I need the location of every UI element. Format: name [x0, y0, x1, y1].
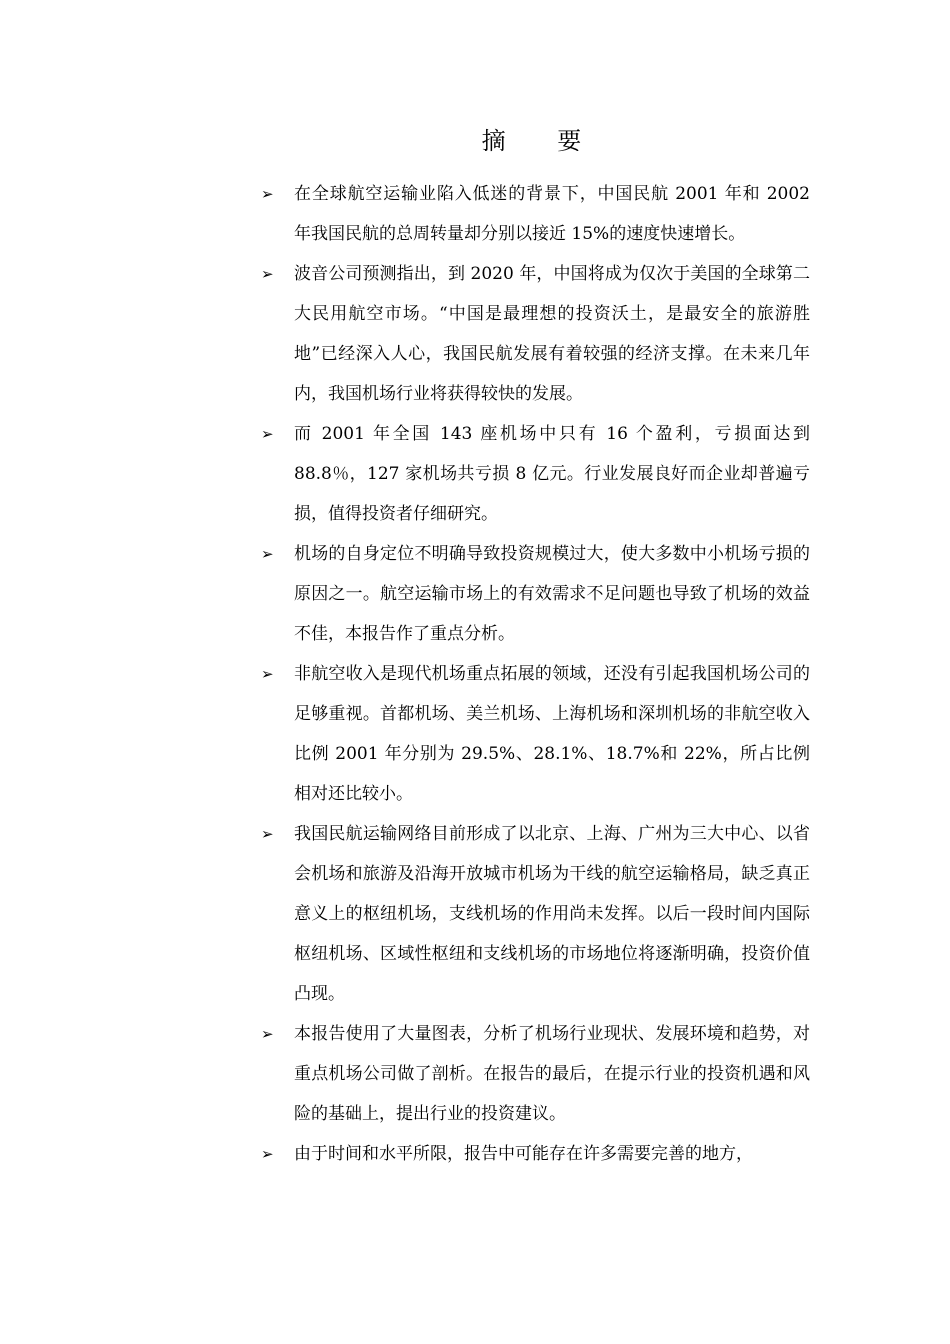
arrowhead-bullet-icon: ➢	[261, 665, 274, 683]
arrowhead-bullet-icon: ➢	[261, 185, 274, 203]
list-item	[258, 814, 810, 1014]
list-item-text: 在全球航空运输业陷入低迷的背景下，中国民航 2001 年和 2002 年我国民航的总周转量却分别以接近 15%的速度快速增长。	[294, 184, 810, 244]
page-title: 摘 要	[481, 127, 604, 155]
arrowhead-bullet-icon: ➢	[261, 1025, 274, 1043]
list-item-text: 而 2001 年全国 143 座机场中只有 16 个盈利，亏损面达到 88.8％，127 家机场共亏损 8 亿元。行业发展良好而企业却普遍亏损，值得投资者仔细研究。	[294, 424, 810, 524]
list-item	[258, 1134, 810, 1174]
list-item-text: 本报告使用了大量图表，分析了机场行业现状、发展环境和趋势，对重点机场公司做了剖析。在报告的最后，在提示行业的投资机遇和风险的基础上，提出行业的投资建议。	[294, 1024, 810, 1124]
list-item	[258, 534, 810, 654]
summary-list	[258, 174, 810, 1174]
list-item-text: 由于时间和水平所限，报告中可能存在许多需要完善的地方，	[294, 1144, 753, 1164]
arrowhead-bullet-icon: ➢	[261, 545, 274, 563]
list-item	[258, 174, 810, 254]
arrowhead-bullet-icon: ➢	[261, 425, 274, 443]
arrowhead-bullet-icon: ➢	[261, 265, 274, 283]
list-item	[258, 1014, 810, 1134]
list-item-text: 机场的自身定位不明确导致投资规模过大，使大多数中小机场亏损的原因之一。航空运输市场上的有效需求不足问题也导致了机场的效益不佳，本报告作了重点分析。	[294, 544, 810, 644]
list-item	[258, 254, 810, 414]
arrowhead-bullet-icon: ➢	[261, 1145, 274, 1163]
list-item-text: 波音公司预测指出，到 2020 年，中国将成为仅次于美国的全球第二大民用航空市场。“中国是最理想的投资沃土，是最安全的旅游胜地”已经深入人心，我国民航发展有着较强的经济支撑。在未来几年内，我国机场行业将获得较快的发展。	[294, 264, 810, 404]
list-item	[258, 654, 810, 814]
list-item-text: 非航空收入是现代机场重点拓展的领域，还没有引起我国机场公司的足够重视。首都机场、美兰机场、上海机场和深圳机场的非航空收入比例 2001 年分别为 29.5%、28.1%、18.7%和 22%，所占比例相对还比较小。	[294, 664, 810, 804]
arrowhead-bullet-icon: ➢	[261, 825, 274, 843]
list-item-text: 我国民航运输网络目前形成了以北京、上海、广州为三大中心、以省会机场和旅游及沿海开放城市机场为干线的航空运输格局，缺乏真正意义上的枢纽机场，支线机场的作用尚未发挥。以后一段时间内国际枢纽机场、区域性枢纽和支线机场的市场地位将逐渐明确，投资价值凸现。	[294, 824, 810, 1004]
list-item	[258, 414, 810, 534]
